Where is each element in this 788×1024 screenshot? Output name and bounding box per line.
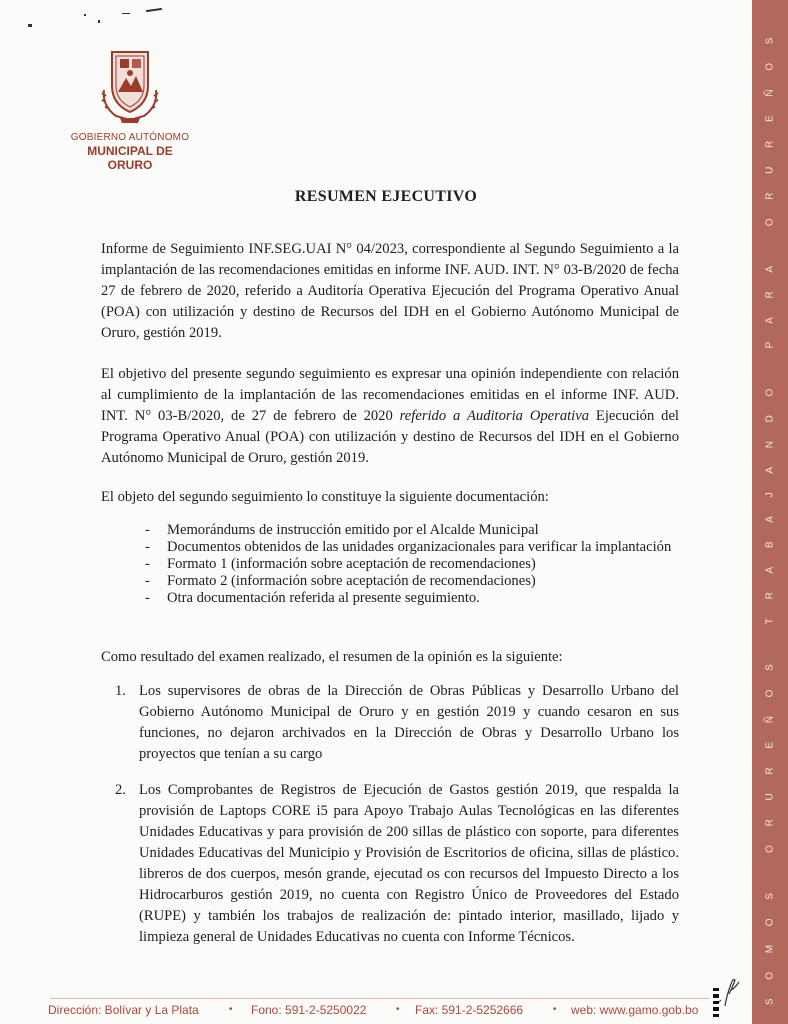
- list-item: - Otra documentación referida al presente seguimiento.: [145, 590, 679, 607]
- document-title: RESUMEN EJECUTIVO: [294, 188, 478, 205]
- finding-item: [115, 681, 679, 765]
- footer-phone: Fono: 591-2-5250022: [251, 1003, 367, 1017]
- footer-separator: •: [229, 1004, 233, 1015]
- finding-number: 1.: [115, 683, 126, 699]
- list-item: - Documentos obtenidos de las unidades organizacionales para verificar la implantación: [145, 539, 679, 556]
- objective-text-part1: El objetivo del presente segundo seguimiento es expresar una opinión independiente con relación al cumplimiento de la implantación de las recomendaciones emitidas en el informe INF. AUD. INT. N° 03-B/2020, de 27 de febrero de 2020: [101, 366, 679, 424]
- footer: [48, 1003, 714, 1021]
- list-item: - Memorándums de instrucción emitido por el Alcalde Municipal: [145, 522, 679, 539]
- barcode-mark: [712, 986, 720, 1018]
- scan-speck: [146, 8, 162, 12]
- scan-speck: [84, 14, 86, 16]
- footer-fax: Fax: 591-2-5252666: [415, 1003, 524, 1017]
- paragraph-result: Como resultado del examen realizado, el resumen de la opinión es la siguiente:: [101, 649, 563, 665]
- footer-web[interactable]: web: www.gamo.gob.bo: [571, 1003, 699, 1017]
- brand-slogan: SOMOS ORUREÑOS TRABAJANDO PARA ORUREÑOS: [764, 18, 776, 1006]
- paragraph-objective: [101, 364, 679, 469]
- objective-text-italic: referido a Auditoria Operativa: [399, 408, 589, 424]
- scan-speck: [98, 20, 100, 23]
- finding-number: 2.: [115, 782, 126, 798]
- objective-text-part2: Ejecución del Programa Operativo Anual (POA) con utilización y destino de Recursos del IDH en el Gobierno Autónomo Municipal de Oruro, gestión 2019.: [101, 408, 679, 466]
- finding-text: Los Comprobantes de Registros de Ejecución de Gastos gestión 2019, que respalda la provisión de Laptops CORE i5 para Apoyo Trabajo Aulas Tecnológicas en las diferentes Unidades Educativas y para provisión de 200 sillas de plástico con soporte, para diferentes Unidades Educativas del Municipio y Provisión de Escritorios de oficina, sillas de plástico. libreros de dos cuerpos, mesón grande, ejecutad os con recursos del Impuesto Directo a los Hidrocarburos gestión 2019, no cuenta con Registro Único de Proveedores del Estado (RUPE) y también los trabajos de realización de: pintado interior, masillado, lijado y limpieza general de Unidades Educativas no cuenta con Informe Técnicos.: [139, 782, 679, 945]
- finding-text: Los supervisores de obras de la Dirección de Obras Públicas y Desarrollo Urbano del Gobierno Autónomo Municipal de Oruro y en gestión 2019 y cuando cesaron en sus funciones, no dejaron archivados en la Dirección de Obras y Desarrollo Urbano los proyectos que tenían a su cargo: [139, 683, 679, 762]
- list-item: - Formato 1 (información sobre aceptación de recomendaciones): [145, 556, 679, 573]
- scan-speck: [28, 24, 32, 27]
- list-item: - Formato 2 (información sobre aceptación de recomendaciones): [145, 573, 679, 590]
- footer-address: Dirección: Bolívar y La Plata: [48, 1003, 199, 1017]
- paragraph-intro: Informe de Seguimiento INF.SEG.UAI N° 04/2023, correspondiente al Segundo Seguimiento a la implantación de las recomendaciones emitidas en informe INF. AUD. INT. N° 03-B/2020 de fecha 27 de febrero de 2020, referido a Auditoría Operativa Ejecución del Programa Operativo Anual (POA) con utilización y destino de Recursos del IDH en el Gobierno Autónomo Municipal de Oruro, gestión 2019.: [101, 241, 679, 341]
- paragraph-object: El objeto del segundo seguimiento lo constituye la siguiente documentación:: [101, 489, 549, 505]
- logo-text-line2: MUNICIPAL DE ORURO: [87, 144, 173, 172]
- documentation-list: [145, 522, 679, 607]
- scan-speck: [122, 13, 130, 14]
- footer-separator: •: [396, 1004, 400, 1015]
- footer-divider: [50, 998, 710, 999]
- coat-of-arms-icon: [94, 46, 166, 126]
- footer-separator: •: [553, 1004, 557, 1015]
- municipal-logo: [68, 46, 192, 172]
- finding-item: [115, 780, 679, 948]
- logo-text-line1: GOBIERNO AUTÓNOMO: [70, 132, 190, 143]
